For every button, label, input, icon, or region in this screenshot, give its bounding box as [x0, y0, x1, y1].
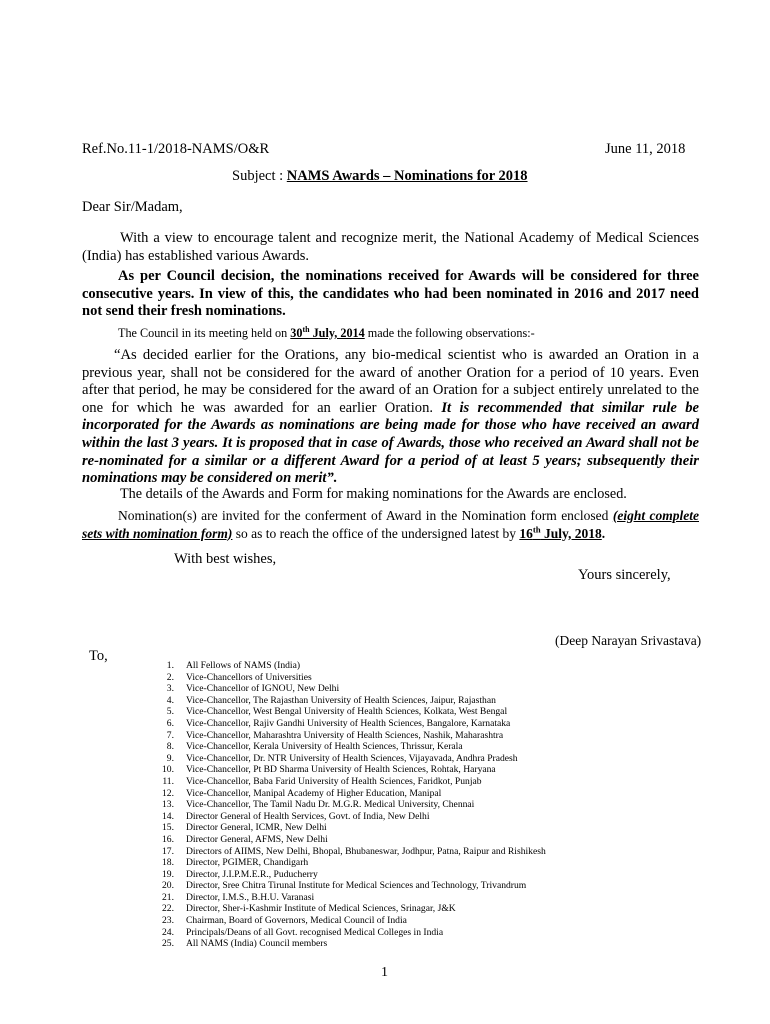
recipient-item	[147, 718, 546, 730]
recipient-text: Vice-Chancellor of IGNOU, New Delhi	[186, 683, 340, 695]
recipient-number: 1.	[166, 660, 174, 671]
recipient-item	[147, 730, 546, 742]
recipient-text: Chairman, Board of Governors, Medical Council of India	[186, 915, 407, 927]
recipient-text: Director General of Health Services, Govt. of India, New Delhi	[186, 810, 430, 822]
paragraph-details: The details of the Awards and Form for making nominations for the Awards are enclosed.	[120, 486, 627, 502]
recipient-item	[147, 938, 546, 950]
recipient-text: Vice-Chancellors of Universities	[186, 671, 312, 683]
recipient-item	[147, 846, 546, 858]
recipient-number: 12.	[162, 787, 174, 799]
nominations-sets-note: (eight complete sets with nomination form)	[82, 508, 699, 541]
to-label: To,	[89, 648, 108, 664]
recipient-text: Vice-Chancellor, West Bengal University of Health Sciences, Kolkata, West Bengal	[186, 706, 508, 718]
recipient-text: All Fellows of NAMS (India)	[186, 660, 301, 671]
recipient-text: Vice-Chancellor, The Rajasthan University of Health Sciences, Jaipur, Rajasthan	[186, 694, 496, 706]
recipient-text: All NAMS (India) Council members	[186, 938, 328, 950]
recipient-item	[147, 660, 546, 672]
recipient-number: 25.	[162, 938, 174, 950]
recipient-number: 18.	[162, 857, 174, 869]
recipient-text: Vice-Chancellor, Kerala University of Health Sciences, Thrissur, Kerala	[186, 741, 463, 753]
recipient-text: Principals/Deans of all Govt. recognised Medical Colleges in India	[186, 926, 444, 938]
recipient-item	[147, 706, 546, 718]
subject-prefix: Subject :	[232, 168, 284, 184]
best-wishes: With best wishes,	[174, 551, 277, 567]
recipient-text: Director, Sher-i-Kashmir Institute of Medical Sciences, Srinagar, J&K	[186, 903, 456, 915]
nominations-text-pre: Nomination(s) are invited for the conferment of Award in the Nomination form enclosed	[118, 508, 613, 523]
recipient-number: 6.	[166, 717, 174, 729]
recipient-text: Vice-Chancellor, Maharashtra University of Health Sciences, Nashik, Maharashtra	[186, 729, 504, 741]
recipient-number: 22.	[162, 903, 174, 915]
recipient-text: Vice-Chancellor, Dr. NTR University of Health Sciences, Vijayavada, Andhra Pradesh	[186, 752, 518, 764]
nominations-end: .	[601, 525, 606, 541]
observations-emphasis: It is recommended that similar rule be incorporated for the Awards as nominations are being made for those who have received an award within the last 3 years. It is proposed that in case of Awards, those who received an Award shall not be re-nominated for a similar or a different Award for a period of at least 5 years; subsequently their nominations may be considered on merit”.	[82, 399, 699, 487]
recipient-item	[147, 892, 546, 904]
paragraph-nominations	[82, 507, 699, 542]
recipient-number: 13.	[162, 799, 174, 811]
paragraph-council-meeting	[118, 325, 718, 343]
recipient-number: 2.	[166, 671, 174, 683]
meeting-date: 30th July, 2014	[290, 324, 365, 340]
recipient-item	[147, 764, 546, 776]
recipient-number: 4.	[166, 694, 174, 706]
recipient-item	[147, 799, 546, 811]
recipient-text: Director, I.M.S., B.H.U. Varanasi	[186, 891, 315, 903]
recipient-list	[147, 660, 546, 950]
recipient-text: Directors of AIIMS, New Delhi, Bhopal, Bhubaneswar, Jodhpur, Patna, Raipur and Rishikesh	[186, 845, 546, 857]
recipient-number: 19.	[162, 868, 174, 880]
recipient-text: Vice-Chancellor, The Tamil Nadu Dr. M.G.R. Medical University, Chennai	[186, 799, 475, 811]
recipient-number: 16.	[162, 833, 174, 845]
subject-line	[232, 168, 528, 185]
recipient-number: 24.	[162, 926, 174, 938]
recipient-text: Director General, AFMS, New Delhi	[186, 833, 328, 845]
recipient-item	[147, 811, 546, 823]
recipient-item	[147, 776, 546, 788]
recipient-text: Director General, ICMR, New Delhi	[186, 822, 327, 834]
subject-title: NAMS Awards – Nominations for 2018	[286, 168, 528, 184]
paragraph-intro: With a view to encourage talent and recognize merit, the National Academy of Medical Sciences (India) has established various Awards.	[82, 230, 699, 264]
page-number: 1	[381, 965, 388, 980]
signatory-name: (Deep Narayan Srivastava)	[555, 633, 702, 648]
recipient-number: 21.	[162, 891, 174, 903]
recipient-item	[147, 834, 546, 846]
recipient-number: 3.	[166, 683, 174, 695]
recipient-number: 20.	[162, 880, 174, 892]
recipient-text: Vice-Chancellor, Rajiv Gandhi University of Health Sciences, Bangalore, Karnataka	[186, 717, 511, 729]
meeting-text-pre: The Council in its meeting held on	[118, 326, 291, 340]
paragraph-council-decision: As per Council decision, the nominations received for Awards will be considered for three consecutive years. In view of this, the candidates who had been nominated in 2016 and 2017 need not send their fresh nominations.	[82, 268, 699, 320]
recipient-number: 23.	[162, 915, 174, 927]
reference-number: Ref.No.11-1/2018-NAMS/O&R	[82, 141, 270, 157]
recipient-number: 10.	[162, 764, 174, 776]
recipient-number: 7.	[166, 729, 174, 741]
recipient-item	[147, 857, 546, 869]
recipient-item	[147, 869, 546, 881]
salutation: Dear Sir/Madam,	[82, 199, 183, 215]
recipient-number: 11.	[162, 775, 174, 787]
recipient-text: Director, Sree Chitra Tirunal Institute for Medical Sciences and Technology, Trivandrum	[186, 880, 527, 892]
recipient-item	[147, 880, 546, 892]
paragraph-observations	[82, 347, 699, 488]
recipient-item	[147, 915, 546, 927]
recipient-number: 17.	[162, 845, 174, 857]
recipient-number: 5.	[166, 706, 174, 718]
recipient-item	[147, 672, 546, 684]
recipient-number: 9.	[166, 752, 174, 764]
closing: Yours sincerely,	[578, 567, 671, 583]
recipient-text: Vice-Chancellor, Pt BD Sharma University of Health Sciences, Rohtak, Haryana	[186, 764, 496, 776]
recipient-number: 8.	[166, 741, 174, 753]
recipient-item	[147, 927, 546, 939]
recipient-item	[147, 903, 546, 915]
recipient-item	[147, 753, 546, 765]
meeting-text-post: made the following observations:-	[364, 326, 535, 340]
observations-plain: “As decided earlier for the Orations, any bio-medical scientist who is awarded an Oration in a previous year, shall not be considered for the award of another Oration for a period of 10 years. Even after that period, he may be considered for the award of an Oration for a subject entirely unrelated to the one for which he was awarded for an earlier Oration.	[82, 347, 699, 416]
recipient-item	[147, 683, 546, 695]
recipient-item	[147, 788, 546, 800]
letter-date: June 11, 2018	[605, 141, 686, 157]
recipient-text: Director, PGIMER, Chandigarh	[186, 857, 309, 869]
recipient-text: Vice-Chancellor, Manipal Academy of Higher Education, Manipal	[186, 787, 442, 799]
recipient-number: 15.	[162, 822, 174, 834]
nominations-deadline: 16th July, 2018	[519, 524, 602, 541]
recipient-number: 14.	[162, 810, 174, 822]
recipient-text: Director, J.I.P.M.E.R., Puducherry	[186, 868, 318, 880]
recipient-item	[147, 741, 546, 753]
recipient-text: Vice-Chancellor, Baba Farid University of Health Sciences, Faridkot, Punjab	[186, 775, 482, 787]
recipient-item	[147, 822, 546, 834]
recipient-item	[147, 695, 546, 707]
nominations-text-mid: so as to reach the office of the undersigned latest by	[232, 525, 520, 541]
